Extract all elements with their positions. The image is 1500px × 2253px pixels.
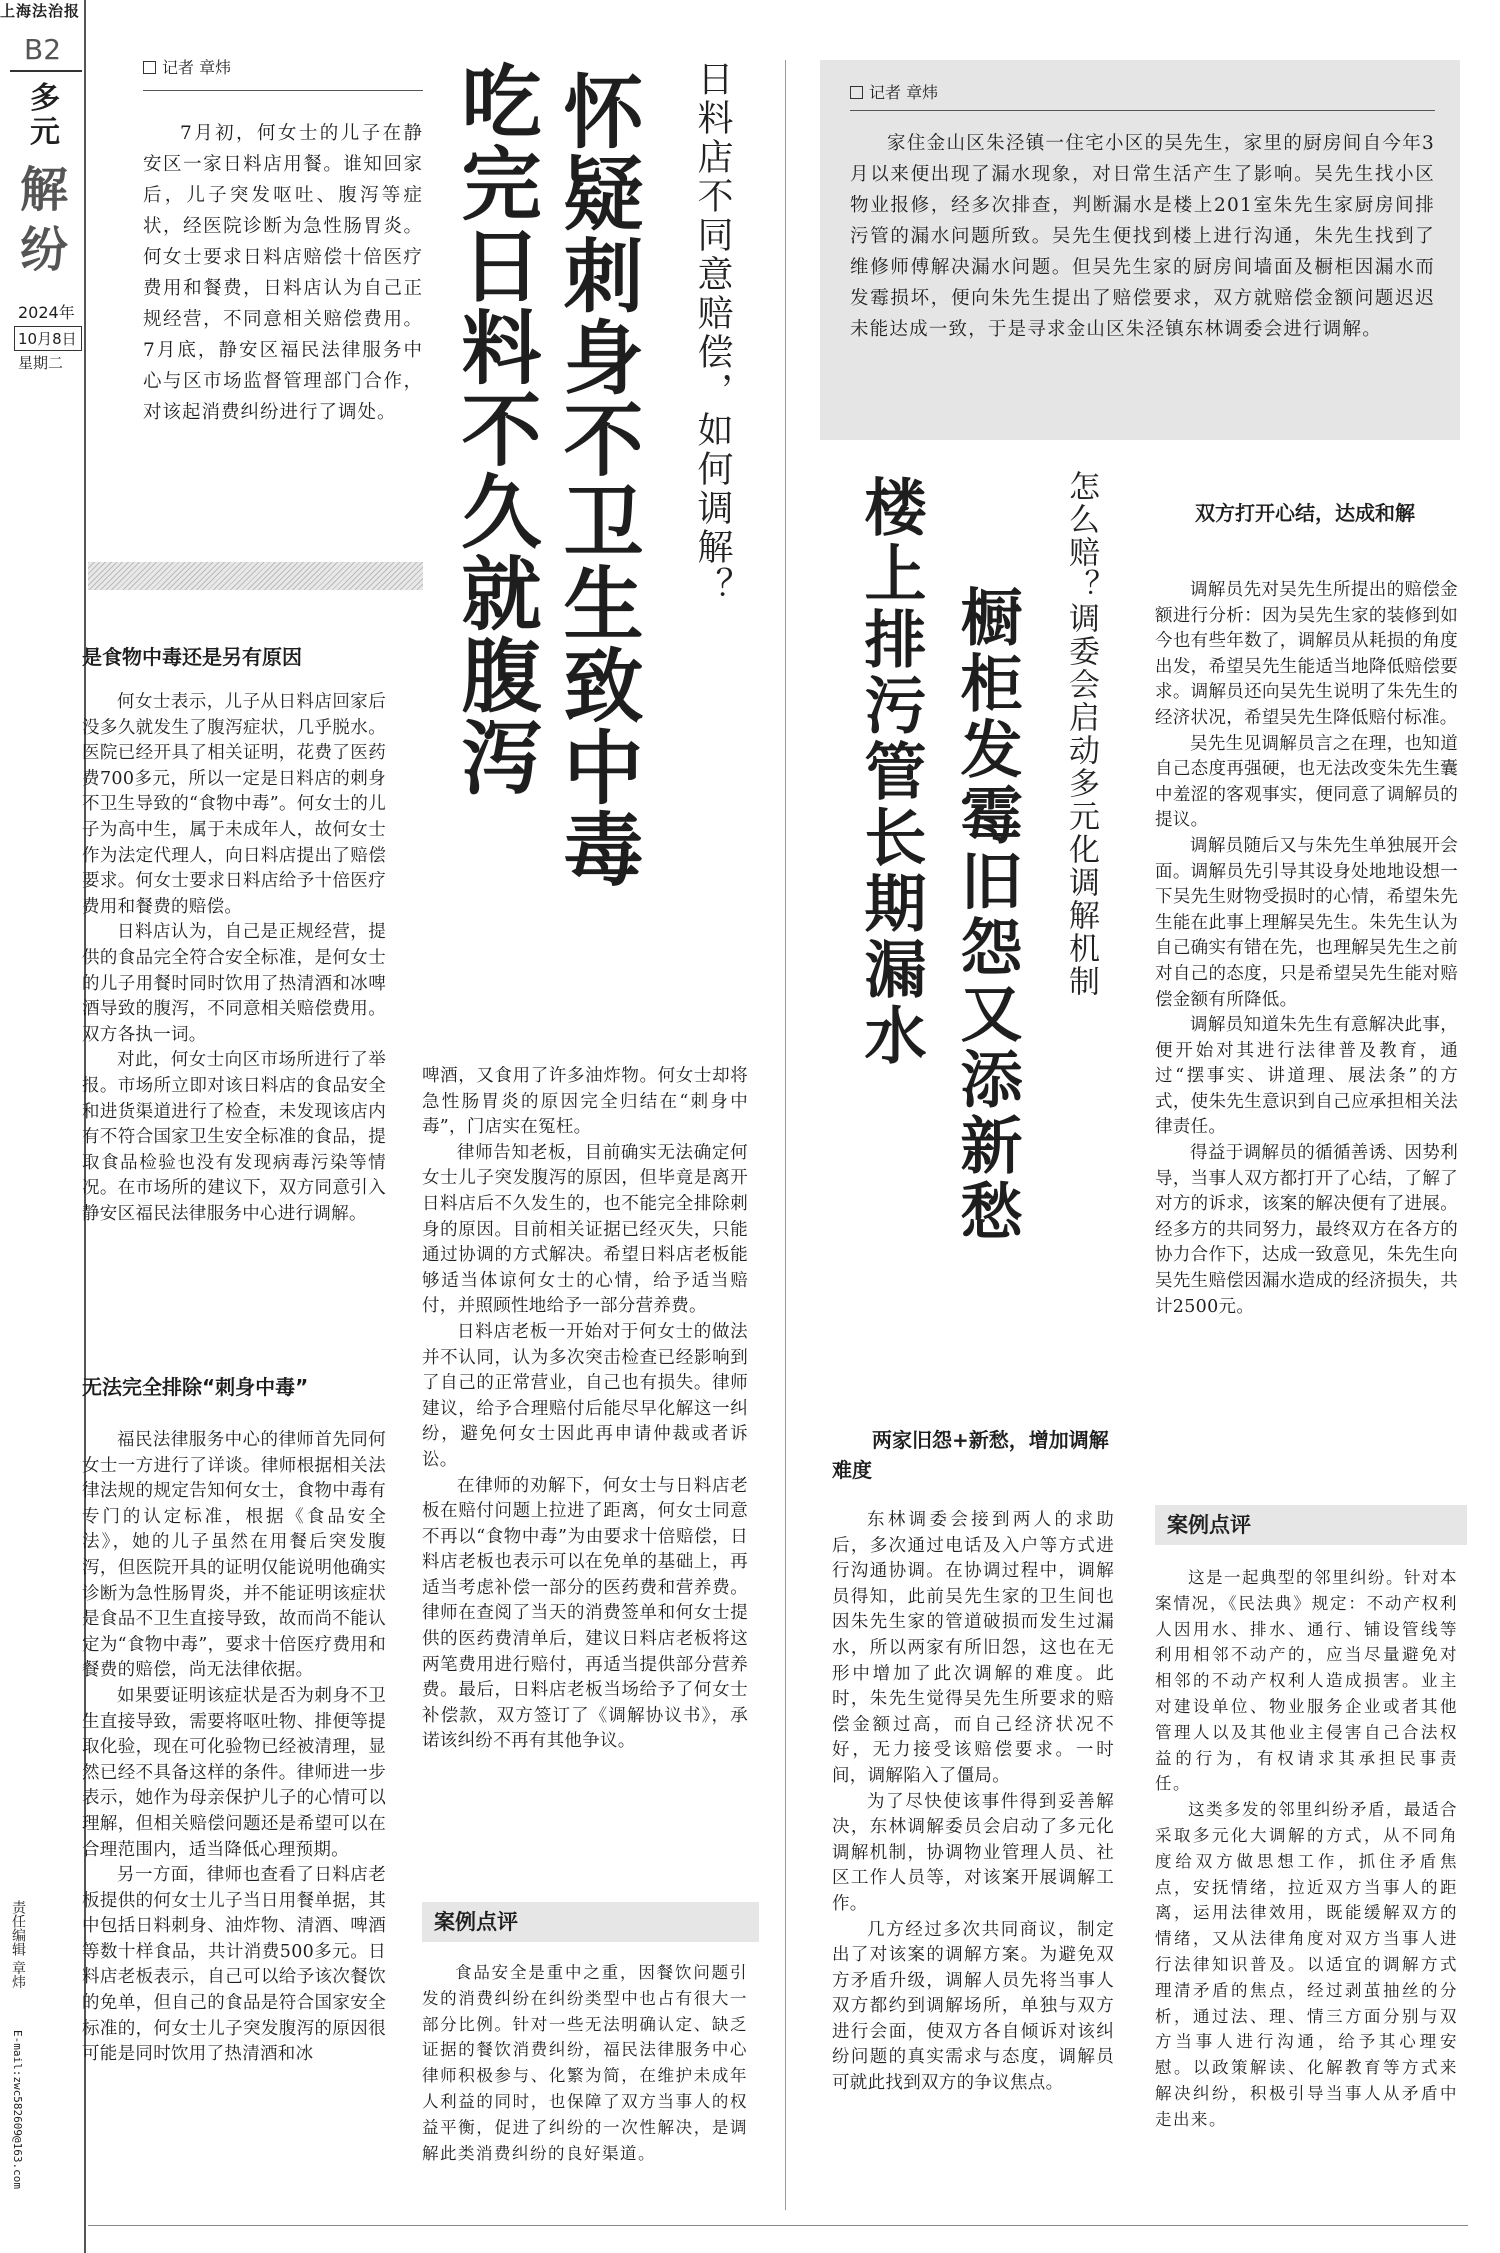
issue-date: 10月8日 bbox=[14, 326, 82, 351]
paragraph: 啤酒，又食用了许多油炸物。何女士却将急性肠胃炎的原因完全归结在“刺身中毒”，门店实在冤枉。 bbox=[422, 1066, 748, 1138]
left-heading-2: 无法完全排除“刺身中毒” bbox=[82, 1375, 309, 1399]
section-name-big: 解纷 bbox=[20, 162, 69, 278]
paragraph: 吴先生见调解员言之在理，也知道自己态度再强硬，也无法改变朱先生囊中羞涩的客观事实，便同意了调解员的提议。 bbox=[1155, 733, 1458, 831]
paragraph: 为了尽快使该事件得到妥善解决，东林调解委员会启动了多元化调解机制，协调物业管理人员、社区工作人员等，对该案开展调解工作。 bbox=[832, 1791, 1114, 1914]
paragraph: 另一方面，律师也查看了日料店老板提供的何女士儿子当日用餐单据，其中包括日料刺身、油炸物、清酒、啤酒等数十样食品，共计消费500多元。日料店老板表示，自己可以给予该次餐饮的免单，但自己的食品是符合国家安全标准的，何女士儿子突发腹泻的原因很可能是同时饮用了热清酒和冰 bbox=[82, 1865, 386, 2065]
paragraph: 调解员知道朱先生有意解决此事，便开始对其进行法律普及教育，通过“摆事实、讲道理、展法条”的方式，使朱先生意识到自己应承担相关法律责任。 bbox=[1155, 1015, 1458, 1138]
right-author-rule bbox=[850, 110, 1435, 111]
paragraph: 日料店老板一开始对于何女士的做法并不认同，认为多次突击检查已经影响到了自己的正常营业，自己也有损失。律师建议，给予合理赔付后能尽早化解这一纠纷，避免何女士因此再申请仲裁或者诉讼。 bbox=[422, 1321, 748, 1470]
left-review bbox=[422, 1960, 748, 2166]
right-col1 bbox=[832, 1508, 1114, 2097]
paragraph: 在律师的劝解下，何女士与日料店老板在赔付问题上拉进了距离，何女士同意不再以“食物中毒”为由要求十倍赔偿，日料店老板也表示可以在免单的基础上，再适当考虑补偿一部分的医药费和营养费。律师在查阅了当天的消费签单和何女士提供的医药费清单后，建议日料店老板将这两笔费用进行赔付，再适当提供部分营养费。最后，日料店老板当场给予了何女士补偿款，双方签订了《调解协议书》，承诺该纠纷不再有其他争议。 bbox=[422, 1475, 748, 1752]
left-intro-stripe bbox=[88, 562, 423, 590]
masthead-rule bbox=[10, 70, 82, 72]
review-paragraph: 食品安全是重中之重，因餐饮问题引发的消费纠纷在纠纷类型中也占有很大一部分比例。针对一些无法明确认定、缺乏证据的餐饮消费纠纷，福民法律服务中心律师积极参与、化繁为简，在维护未成年人利益的同时，也保障了双方当事人的权益平衡，促进了纠纷的一次性解决，是调解此类消费纠纷的良好渠道。 bbox=[422, 1963, 748, 2163]
column-divider bbox=[785, 60, 786, 2210]
paragraph: 福民法律服务中心的律师首先同何女士一方进行了详谈。律师根据相关法律法规的规定告知何女士，食物中毒有专门的认定标准，根据《食品安全法》，她的儿子虽然在用餐后突发腹泻，但医院开具的证明仅能说明他确实诊断为急性肠胃炎，并不能证明该症状是食品不卫生直接导致，故而尚不能认定为“食物中毒”，要求十倍医疗费用和餐费的赔偿，尚无法律依据。 bbox=[82, 1430, 386, 1681]
left-review-tag: 案例点评 bbox=[422, 1902, 759, 1942]
left-col1-block-b bbox=[82, 1428, 386, 2068]
paragraph: 东林调委会接到两人的求助后，多次通过电话及入户等方式进行沟通协调。在协调过程中，调解员得知，此前吴先生家的卫生间也因朱先生家的管道破损而发生过漏水，所以两家有所旧怨，这也在无形中增加了此次调解的难度。此时，朱先生觉得吴先生所要求的赔偿金额过高，而自己经济状况不好，无力接受该赔偿要求。一时间，调解陷入了僵局。 bbox=[832, 1510, 1114, 1786]
left-author bbox=[143, 55, 403, 78]
page-bottom-rule bbox=[88, 2225, 1468, 2226]
responsible-editor: 责任编辑 章炜 bbox=[10, 1900, 26, 1989]
right-heading-1: 两家旧怨+新愁，增加调解难度 bbox=[832, 1428, 1109, 1482]
left-subtitle: 日料店不同意赔偿，如何调解？ bbox=[692, 60, 733, 606]
left-author-rule bbox=[143, 90, 423, 91]
page-code: B2 bbox=[24, 33, 62, 66]
paragraph: 何女士表示，儿子从日料店回家后没多久就发生了腹泻症状，几乎脱水。医院已经开具了相关证明，花费了医药费700多元，所以一定是日料店的刺身不卫生导致的“食物中毒”。何女士的儿子为高中生，属于未成年人，故何女士作为法定代理人，向日料店提出了赔偿要求。何女士要求日料店给予十倍医疗费用和餐费的赔偿。 bbox=[82, 692, 386, 917]
paragraph: 对此，何女士向区市场所进行了举报。市场所立即对该日料店的食品安全和进货渠道进行了检查，未发现该店内有不符合国家卫生安全标准的食品，提取食品检验也没有发现病毒污染等情况。在市场所的建议下，双方同意引入静安区福民法律服务中心进行调解。 bbox=[82, 1050, 386, 1224]
paragraph: 调解员先对吴先生所提出的赔偿金额进行分析：因为吴先生家的装修到如今也有些年数了，调解员从耗损的角度出发，希望吴先生能适当地降低赔偿要求。调解员还向吴先生说明了朱先生的经济状况，希望吴先生降低赔付标准。 bbox=[1155, 580, 1458, 728]
left-main-title: 怀疑刺身不卫生致中毒 bbox=[550, 70, 643, 890]
left-author-text: 记者 章炜 bbox=[162, 58, 232, 77]
right-heading-2: 双方打开心结，达成和解 bbox=[1195, 501, 1415, 525]
newspaper-logo: 上海法治报 bbox=[0, 2, 81, 20]
right-col2 bbox=[1155, 578, 1458, 1320]
review-paragraph: 这是一起典型的邻里纠纷。针对本案情况，《民法典》规定：不动产权利人因用水、排水、通行、铺设管线等利用相邻不动产的，应当尽量避免对相邻的不动产权利人造成损害。业主对建设单位、物业服务企业或者其他管理人以及其他业主侵害自己合法权益的行为，有权请求其承担民事责任。 bbox=[1155, 1568, 1458, 1794]
paragraph: 调解员随后又与朱先生单独展开会面。调解员先引导其设身处地地设想一下吴先生财物受损时的心情，希望朱先生能在此事上理解吴先生。朱先生认为自己确实有错在先，也理解吴先生之前对自己的态度，只是希望吴先生能对赔偿金额有所降低。 bbox=[1155, 835, 1458, 1010]
paragraph: 得益于调解员的循循善诱、因势利导，当事人双方都打开了心结，了解了对方的诉求，该案的解决便有了进展。经多方的共同努力，最终双方在各方的协力合作下，达成一致意见，朱先生向吴先生赔偿因漏水造成的经济损失，共计2500元。 bbox=[1155, 1143, 1458, 1317]
review-paragraph: 这类多发的邻里纠纷矛盾，最适合采取多元化大调解的方式，从不同角度给双方做思想工作，抓住矛盾焦点，安抚情绪，拉近双方当事人的距离，运用法律效用，既能缓解双方的情绪，又从法律角度对双方当事人进行法律知识普及。以适宜的调解方式理清矛盾的焦点，经过剥茧抽丝的分析，通过法、理、情三方面分别与双方当事人进行沟通，给予其心理安慰。以政策解读、化解教育等方式来解决纠纷，积极引导当事人从矛盾中走出来。 bbox=[1155, 1800, 1458, 2129]
paragraph: 日料店认为，自己是正规经营，提供的食品完全符合安全标准，是何女士的儿子用餐时同时饮用了热清酒和冰啤酒导致的腹泻，不同意相关赔偿费用。双方各执一词。 bbox=[82, 922, 386, 1045]
right-author bbox=[850, 80, 1110, 103]
paragraph: 几方经过多次共同商议，制定出了对该案的调解方案。为避免双方矛盾升级，调解人员先将当事人双方都约到调解场所，单独与双方进行会面，使双方各自倾诉对该纠纷问题的真实需求与态度，调解员可就此找到双方的争议焦点。 bbox=[832, 1919, 1114, 2094]
issue-year: 2024年 bbox=[18, 303, 75, 322]
paragraph: 如果要证明该症状是否为刺身不卫生直接导致，需要将呕吐物、排便等提取化验，现在可化验物已经被清理，显然已经不具备这样的条件。律师进一步表示，她作为母亲保护儿子的心情可以理解，但相关赔偿问题还是希望可以在合理范围内，适当降低心理预期。 bbox=[82, 1685, 386, 1860]
author-box-icon bbox=[143, 61, 156, 74]
issue-weekday: 星期二 bbox=[18, 354, 64, 372]
right-review bbox=[1155, 1565, 1458, 2133]
right-author-text: 记者 章炜 bbox=[869, 83, 939, 102]
editor-email: E-mail:zwc582609@163.com bbox=[11, 2030, 24, 2189]
right-intro: 家住金山区朱泾镇一住宅小区的吴先生，家里的厨房间自今年3月以来便出现了漏水现象，对日常生活产生了影响。吴先生找小区物业报修，经多次排查，判断漏水是楼上201室朱先生家厨房间排污管的漏水问题所致。吴先生便找到楼上进行沟通，朱先生找到了维修师傅解决漏水问题。但吴先生家的厨房间墙面及橱柜因漏水而发霉损坏，便向朱先生提出了赔偿要求，双方就赔偿金额问题迟迟未能达成一致，于是寻求金山区朱泾镇东林调委会进行调解。 bbox=[850, 133, 1435, 340]
author-box-icon bbox=[850, 86, 863, 99]
right-review-tag: 案例点评 bbox=[1155, 1505, 1467, 1545]
right-subtitle: 怎么赔？调委会启动多元化调解机制 bbox=[1063, 470, 1099, 998]
section-name-small: 多元 bbox=[30, 81, 60, 150]
right-main-title-2: 橱柜发霉旧怨又添新愁 bbox=[950, 585, 1023, 1245]
left-col1-block-a bbox=[82, 690, 386, 1227]
paragraph: 律师告知老板，目前确实无法确定何女士儿子突发腹泻的原因，但毕竟是离开日料店后不久发生的，也不能完全排除刺身的原因。目前相关证据已经灭失，只能通过协调的方式解决。希望日料店老板能够适当体谅何女士的心情，给予适当赔付，并照顾性地给予一部分营养费。 bbox=[422, 1142, 748, 1317]
left-main-title-2: 吃完日料不久就腹泻 bbox=[448, 60, 541, 798]
left-heading-1: 是食物中毒还是另有原因 bbox=[82, 645, 302, 669]
left-intro: 7月初，何女士的儿子在静安区一家日料店用餐。谁知回家后，儿子突发呕吐、腹泻等症状，经医院诊断为急性肠胃炎。何女士要求日料店赔偿十倍医疗费用和餐费，日料店认为自己正规经营，不同意相关赔偿费用。7月底，静安区福民法律服务中心与区市场监督管理部门合作，对该起消费纠纷进行了调处。 bbox=[143, 123, 423, 423]
left-col2 bbox=[422, 1064, 748, 1755]
right-main-title: 楼上排污管长期漏水 bbox=[854, 475, 927, 1069]
